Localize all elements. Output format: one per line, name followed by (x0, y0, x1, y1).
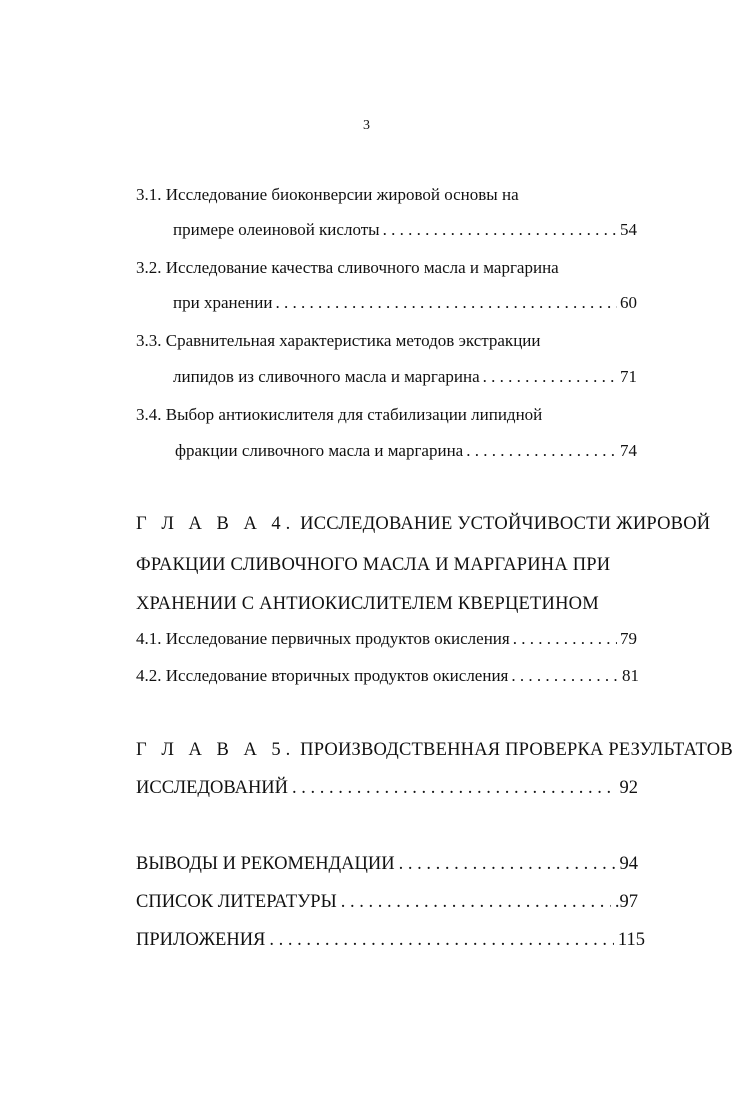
toc-page-number: 60 (620, 293, 637, 312)
toc-entry-4-2 (136, 665, 639, 687)
dot-leader (399, 852, 616, 876)
toc-entry-label: 4.1. Исследование первичных продуктов окисления (136, 629, 510, 648)
toc-entry-appendices (136, 928, 645, 952)
dot-leader (383, 219, 617, 241)
toc-entry-label: 4.2. Исследование вторичных продуктов окисления (136, 666, 509, 685)
toc-entry-label: фракции сливочного масла и маргарина (175, 441, 464, 460)
toc-entry-label: ВЫВОДЫ И РЕКОМЕНДАЦИИ (136, 854, 395, 874)
toc-entry-3-2-line1: 3.2. Исследование качества сливочного масла и маргарина (136, 258, 559, 277)
toc-page-number: 92 (619, 778, 638, 798)
toc-entry-label: ПРИЛОЖЕНИЯ (136, 930, 266, 950)
chapter-4-heading-line2: ФРАКЦИИ СЛИВОЧНОГО МАСЛА И МАРГАРИНА ПРИ (136, 555, 611, 575)
toc-page-number: 54 (620, 220, 637, 239)
dot-leader (511, 665, 619, 687)
toc-entry-label: при хранении (173, 293, 273, 312)
toc-entry-3-2 (173, 292, 637, 314)
toc-page-number: 81 (622, 666, 639, 685)
dot-leader (341, 890, 611, 914)
toc-entry-label: примере олеиновой кислоты (173, 220, 380, 239)
chapter-4-heading-line1 (136, 512, 710, 536)
toc-entry-3-3-line1: 3.3. Сравнительная характеристика методов экстракции (136, 331, 541, 350)
dot-leader (269, 928, 614, 952)
toc-entry-label: СПИСОК ЛИТЕРАТУРЫ (136, 892, 337, 912)
toc-page-number: 115 (617, 930, 645, 950)
toc-entry-3-1-line1: 3.1. Исследование биоконверсии жировой основы на (136, 185, 519, 204)
chapter-5-title-part1: ПРОИЗВОДСТВЕННАЯ ПРОВЕРКА РЕЗУЛЬТАТОВ (295, 740, 733, 760)
toc-page-number: 79 (620, 629, 637, 648)
toc-page-number: 74 (620, 441, 637, 460)
dot-leader (466, 440, 617, 462)
chapter-4-title-part1: ИССЛЕДОВАНИЕ УСТОЙЧИВОСТИ ЖИРОВОЙ (295, 514, 711, 534)
toc-entry-references (136, 890, 638, 914)
toc-page-number: .97 (614, 892, 638, 912)
toc-entry-conclusions (136, 852, 638, 876)
toc-entry-3-3 (173, 366, 637, 388)
toc-entry-3-1 (173, 219, 637, 241)
chapter-5-heading-line2 (136, 776, 638, 800)
toc-entry-3-4-line1: 3.4. Выбор антиокислителя для стабилизации липидной (136, 405, 543, 424)
toc-entry-3-4 (175, 440, 637, 462)
chapter-5-heading-line1 (136, 738, 733, 762)
toc-entry-4-1 (136, 628, 637, 650)
toc-page-number: 71 (620, 367, 637, 386)
toc-entry-label: липидов из сливочного масла и маргарина (173, 367, 480, 386)
chapter-5-title-part2: ИССЛЕДОВАНИЙ (136, 778, 289, 798)
toc-page-number: 94 (619, 854, 638, 874)
chapter-5-prefix: Г Л А В А 5. (136, 740, 296, 760)
chapter-4-heading-line3: ХРАНЕНИИ С АНТИОКИСЛИТЕЛЕМ КВЕРЦЕТИНОМ (136, 594, 599, 614)
chapter-4-prefix: Г Л А В А 4. (136, 514, 296, 534)
dot-leader (513, 628, 617, 650)
dot-leader (483, 366, 617, 388)
dot-leader (292, 776, 615, 800)
dot-leader (275, 292, 617, 314)
page-number: 3 (363, 118, 370, 133)
